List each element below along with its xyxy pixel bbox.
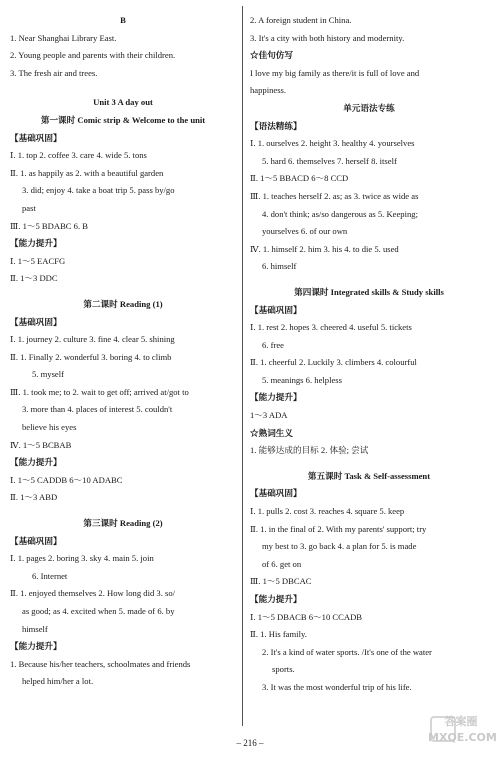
section-heading: B [120,15,126,25]
answer-line: yourselves 6. of our own [262,226,348,237]
answer-line: 【能力提升】 [10,641,62,652]
section-heading: 第五课时 Task & Self-assessment [307,470,431,481]
answer-line: 【能力提升】 [250,392,302,403]
answer-line: 【语法精练】 [250,120,302,131]
answer-line: I love my big family as there/it is full of love and [250,67,420,78]
answer-line: Ⅰ. 1. journey 2. culture 3. fine 4. clear 5. shining [10,334,175,345]
answer-line: 【基础巩固】 [250,488,302,499]
answer-line: ☆熟词生义 [250,427,293,438]
column-divider [242,6,243,726]
section-heading: 第一课时 Comic strip & Welcome to the unit [40,114,206,125]
answer-line: 1～3 ADA [250,410,288,421]
answer-line: himself [22,623,48,634]
answer-line: Ⅲ. 1. took me; to 2. wait to get off; arrived at/got to [10,386,189,397]
answer-line: Ⅰ. 1～5 DBACB 6～10 CCADB [250,611,363,622]
answer-line: 6. himself [262,261,297,272]
answer-line: 【能力提升】 [10,457,62,468]
answer-line: Ⅰ. 1. top 2. coffee 3. care 4. wide 5. tons [10,150,147,161]
answer-line: Ⅱ. 1. in the final of 2. With my parents' support; try [250,523,427,534]
answer-line: 3. The fresh air and trees. [10,67,98,78]
answer-line: 6. Internet [32,570,68,581]
answer-line: as good; as 4. excited when 5. made of 6. by [22,606,175,616]
spacer [10,288,236,296]
section-heading: 单元语法专练 [343,102,395,113]
answer-line: 2. Young people and parents with their children. [10,50,176,61]
answer-line: 5. hard 6. themselves 7. herself 8. itself [262,155,397,166]
watermark [428,714,497,760]
answer-line: 5. myself [32,369,64,380]
answer-line: 3. It was the most wonderful trip of his life. [262,681,412,692]
spacer [250,460,488,468]
answer-line: Ⅱ. 1～3 DDC [10,273,58,284]
answer-line: Ⅱ. 1. cheerful 2. Luckily 3. climbers 4. colourful [250,357,417,368]
answer-line: 【能力提升】 [250,594,302,604]
right-column [250,12,488,697]
answer-line: helped him/her a lot. [22,676,94,687]
answer-line: Ⅱ. 1. Finally 2. wonderful 3. boring 4. to climb [10,351,172,362]
spacer [10,82,236,94]
answer-line: 【能力提升】 [10,238,62,249]
answer-line: Ⅰ. 1. pulls 2. cost 3. reaches 4. square 5. keep [250,506,405,517]
watermark-line: 答案圈 [444,715,478,728]
answer-line: Ⅱ. 1～3 ABD [10,492,58,503]
answer-line: Ⅲ. 1. teaches herself 2. as; as 3. twice as wide as [250,190,419,201]
left-column [10,12,236,691]
answer-line: past [22,202,36,213]
answer-line: Ⅲ. 1～5 DBCAC [250,576,312,587]
answer-line: happiness. [250,85,287,96]
answer-line: 【基础巩固】 [10,316,62,327]
watermark-line: MXQE.COM [428,731,497,744]
answer-line: 2. A foreign student in China. [250,15,352,25]
answer-line: 3. did; enjoy 4. take a boat trip 5. pass by/go [22,185,175,196]
answer-line: Ⅰ. 1. pages 2. boring 3. sky 4. main 5. join [10,553,154,564]
answer-line: Ⅱ. 1. enjoyed themselves 2. How long did 3. so/ [10,588,176,599]
section-heading: 第二课时 Reading (1) [83,298,163,309]
answer-line: believe his eyes [22,422,77,433]
answer-line: 3. It's a city with both history and modernity. [250,32,405,43]
answer-line: Ⅰ. 1～5 CADDB 6～10 ADABC [10,474,123,485]
answer-line: Ⅲ. 1～5 BDABC 6. B [10,220,89,231]
section-heading: 第四课时 Integrated skills & Study skills [294,286,444,297]
spacer [250,276,488,284]
answer-line: 【基础巩固】 [10,535,62,546]
answer-line: ☆佳句仿写 [250,50,293,61]
answer-line: 3. more than 4. places of interest 5. couldn't [22,404,173,415]
answer-line: Ⅱ. 1. His family. [250,629,307,640]
answer-line: 5. meanings 6. helpless [262,374,342,385]
answer-line: of 6. get on [262,558,302,569]
answer-line: 2. It's a kind of water sports. /It's one of the water [262,646,432,657]
answer-line: Ⅱ. 1～5 BBACD 6～8 CCD [250,173,349,184]
answer-line: 4. don't think; as/so dangerous as 5. Keeping; [262,208,418,219]
answer-line: 1. Because his/her teachers, schoolmates and friends [10,658,191,669]
section-heading: 第三课时 Reading (2) [83,518,163,529]
answer-line: 1. 能够达成的目标 2. 体验; 尝试 [250,445,369,456]
spacer [10,507,236,515]
page-number: – 216 – [236,738,264,748]
section-heading: Unit 3 A day out [93,97,153,108]
answer-line: Ⅱ. 1. as happily as 2. with a beautiful garden [10,167,164,178]
answer-line: Ⅰ. 1. ourselves 2. height 3. healthy 4. yourselves [250,138,415,149]
answer-line: 【基础巩固】 [250,304,302,315]
answer-line: my best to 3. go back 4. a plan for 5. is made [262,541,417,552]
answer-line: Ⅰ. 1. rest 2. hopes 3. cheered 4. useful 5. tickets [250,322,412,333]
answer-line: 【基础巩固】 [10,132,62,143]
answer-line: 1. Near Shanghai Library East. [10,32,117,43]
answer-line: Ⅳ. 1. himself 2. him 3. his 4. to die 5. used [250,243,399,254]
answer-line: Ⅳ. 1～5 BCBAB [10,439,72,450]
answer-line: sports. [272,664,295,675]
answer-line: Ⅰ. 1～5 EACFG [10,255,66,266]
answer-line: 6. free [262,339,284,350]
